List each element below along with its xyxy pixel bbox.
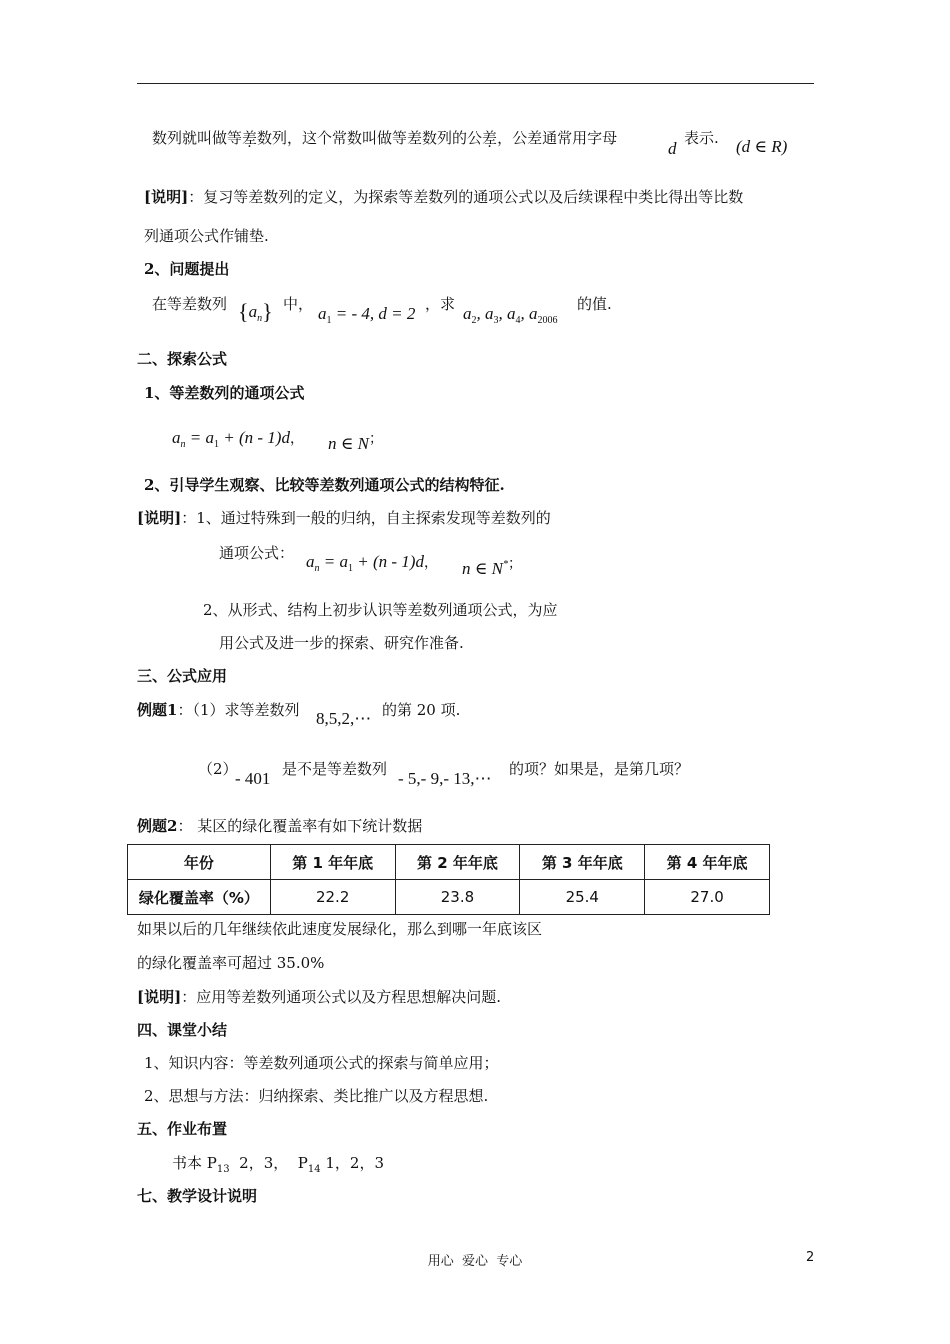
table-row	[128, 880, 770, 915]
table-cell: 27.0	[645, 880, 770, 915]
general-term-formula-2: $a_n = a_1 + (n - 1)d$，	[306, 552, 438, 574]
problem-pre: 在等差数列	[152, 295, 228, 313]
ex1-post: 的第 20 项.	[382, 701, 461, 719]
note2-item2b: 用公式及进一步的探索、研究作准备.	[219, 634, 464, 652]
footer-motto: 用心 爱心 专心	[427, 1254, 523, 1269]
note-label: [说明]	[137, 988, 182, 1006]
table-cell: 25.4	[520, 880, 645, 915]
coverage-table	[127, 844, 770, 915]
intro-text: ，公差通常用字母	[497, 129, 618, 147]
note2-item1	[137, 508, 551, 528]
intro-line	[152, 128, 617, 148]
sec2-heading: 二、探索公式	[137, 350, 228, 368]
formula-condition-2: n ∈ N*；	[462, 557, 522, 578]
ex2-line: 例题2： 某区的绿化覆盖率有如下统计数据	[137, 817, 423, 835]
seq-an: $\{a_n\}$	[238, 299, 273, 324]
ex1b-num: - 401	[235, 769, 271, 788]
note-text: ：复习等差数列的定义，为探索等差数列的通项公式以及后续课程中类比得出等比数	[188, 188, 744, 206]
intro-text: 数列，这个常数叫做等差数列的公	[257, 129, 483, 147]
table-header-cell: 第 2 年年底	[395, 845, 520, 880]
general-term-formula: $a_n = a_1 + (n - 1)d$，	[172, 428, 304, 450]
problem-heading: 2、问题提出	[144, 260, 230, 278]
note2-item1b: 通项公式：	[219, 544, 295, 562]
example-label: 例题1	[137, 701, 178, 719]
ex1b-mid: 是不是等差数列	[282, 760, 388, 778]
homework-line: 书本 $P_{13}$ 2，3， $P_{14}$ 1，2，3	[172, 1154, 385, 1175]
table-cell: 23.8	[395, 880, 520, 915]
note-label: [说明]	[144, 188, 189, 206]
ex1-seq: 8,5,2,⋯	[316, 709, 372, 728]
after-table-line1: 如果以后的几年继续依此速度发展绿化，那么到哪一年底该区	[137, 920, 543, 938]
table-header-cell: 第 3 年年底	[520, 845, 645, 880]
after-table-line2: 的绿化覆盖率可超过 35.0%	[137, 954, 325, 972]
note2-item2a: 2、从形式、结构上初步认识等差数列通项公式，为应	[203, 601, 558, 619]
example-label: 例题2	[137, 817, 178, 835]
sec4-heading: 四、课堂小结	[137, 1021, 228, 1039]
table-row-label: 绿化覆盖率（%）	[128, 880, 271, 915]
sec4-item1: 1、知识内容：等差数列通项公式的探索与简单应用；	[144, 1054, 499, 1072]
domain-expr: (d ∈ R)	[736, 137, 788, 156]
sec3-heading: 三、公式应用	[137, 667, 228, 685]
note1-line1	[144, 187, 743, 207]
ex1b-pre: （2）	[198, 760, 238, 778]
sec4-item2: 2、思想与方法：归纳探索、类比推广以及方程思想.	[144, 1087, 489, 1105]
table-header-cell: 第 4 年年底	[645, 845, 770, 880]
sec5-heading: 五、作业布置	[137, 1120, 228, 1138]
note-label: [说明]	[137, 509, 182, 527]
ex1-line: 例题1：（1）求等差数列	[137, 701, 300, 719]
problem-targets: $a_2$, $a_3$, $a_4$, $a_{2006}$	[463, 304, 558, 326]
intro-text: 数列就叫做等	[152, 129, 243, 147]
table-cell: 22.2	[270, 880, 395, 915]
emphasis-char: 差	[242, 129, 258, 147]
intro-end: 表示.	[684, 129, 719, 147]
problem-ask: ，求	[425, 295, 456, 313]
problem-post: 的值.	[577, 295, 612, 313]
note3-line: [说明]：应用等差数列通项公式以及方程思想解决问题.	[137, 988, 501, 1006]
sec7-heading: 七、教学设计说明	[137, 1187, 258, 1205]
header-rule	[137, 83, 814, 84]
ex1b-post: 的项？如果是，是第几项？	[509, 760, 690, 778]
emphasis-char: 差	[482, 129, 498, 147]
sec2-sub1: 1、等差数列的通项公式	[144, 384, 305, 402]
formula-condition: n ∈ N；	[328, 432, 383, 453]
problem-cond: $a_1$ = - 4, d = 2	[318, 304, 416, 326]
problem-mid: 中，	[283, 295, 314, 313]
table-header-cell: 年份	[128, 845, 271, 880]
ex1b-seq: - 5,- 9,- 13,⋯	[398, 769, 492, 788]
table-header-row	[128, 845, 770, 880]
sec2-sub2: 2、引导学生观察、比较等差数列通项公式的结构特征.	[144, 476, 505, 494]
var-d: d	[668, 139, 677, 158]
note-text: ：1、通过特殊到一般的归纳，自主探索发现等差数列的	[181, 509, 551, 527]
page-number: 2	[806, 1250, 815, 1265]
note1-line2: 列通项公式作铺垫.	[144, 227, 269, 245]
table-header-cell: 第 1 年年底	[270, 845, 395, 880]
